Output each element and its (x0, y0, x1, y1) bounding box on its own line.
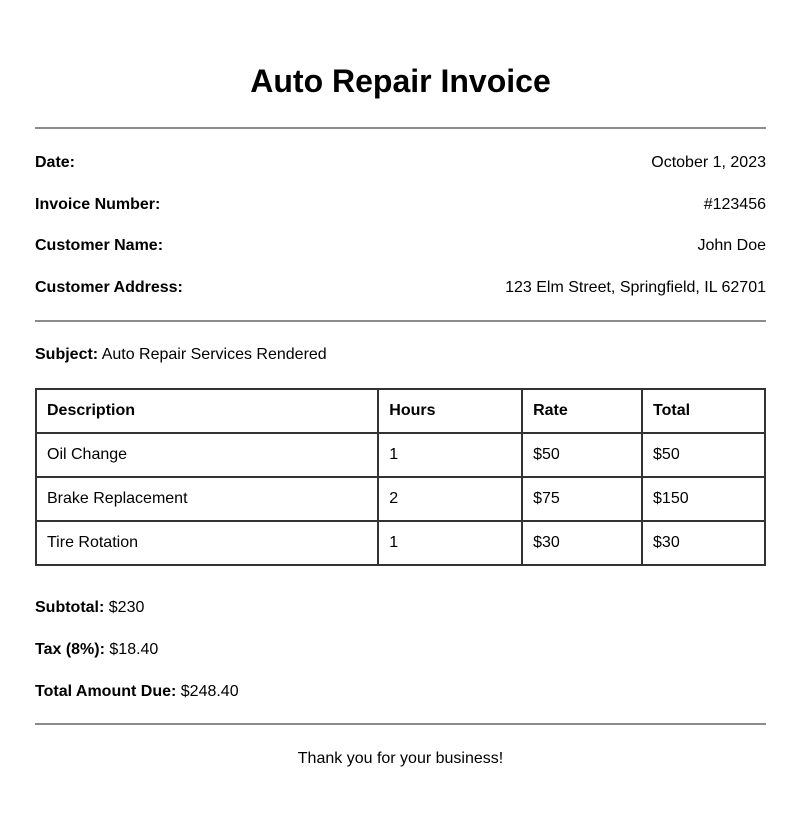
customer-address-label: Customer Address: (35, 279, 183, 296)
table-row (36, 477, 765, 521)
tax-line (35, 640, 158, 660)
table-row (36, 433, 765, 477)
invoice-number-value: #123456 (703, 196, 766, 213)
tax-value: $18.40 (109, 641, 159, 658)
subject-value: Auto Repair Services Rendered (101, 346, 327, 363)
divider-bottom (35, 723, 766, 725)
invoice-title: Auto Repair Invoice (250, 63, 551, 99)
cell-hours: 1 (378, 521, 522, 565)
date-value: October 1, 2023 (651, 154, 766, 171)
services-table (35, 388, 766, 566)
subtotal-line (35, 598, 144, 618)
divider-middle (35, 320, 766, 322)
total-due-line (35, 682, 239, 702)
subject-line (35, 345, 327, 365)
table-row (36, 521, 765, 565)
cell-total: $30 (642, 521, 765, 565)
total-due-value: $248.40 (180, 683, 239, 700)
total-due-label: Total Amount Due: (35, 683, 177, 700)
cell-description: Oil Change (36, 433, 378, 477)
subtotal-value: $230 (108, 599, 145, 616)
subtotal-label: Subtotal: (35, 599, 105, 616)
header-rate: Rate (522, 389, 642, 433)
cell-rate: $50 (522, 433, 642, 477)
cell-total: $150 (642, 477, 765, 521)
customer-name-label: Customer Name: (35, 237, 164, 254)
detail-row-customer-address (35, 278, 766, 298)
detail-row-date (35, 153, 766, 173)
header-total: Total (642, 389, 765, 433)
detail-row-customer-name (35, 236, 766, 256)
invoice-number-label: Invoice Number: (35, 196, 161, 213)
header-description: Description (36, 389, 378, 433)
cell-total: $50 (642, 433, 765, 477)
detail-row-invoice-number (35, 195, 766, 215)
tax-label: Tax (8%): (35, 641, 105, 658)
cell-description: Tire Rotation (36, 521, 378, 565)
cell-description: Brake Replacement (36, 477, 378, 521)
customer-name-value: John Doe (697, 237, 766, 254)
customer-address-value: 123 Elm Street, Springfield, IL 62701 (505, 279, 766, 296)
thank-you-note: Thank you for your business! (297, 750, 504, 767)
divider-top (35, 127, 766, 129)
header-hours: Hours (378, 389, 522, 433)
cell-rate: $30 (522, 521, 642, 565)
cell-hours: 1 (378, 433, 522, 477)
cell-hours: 2 (378, 477, 522, 521)
cell-rate: $75 (522, 477, 642, 521)
subject-label: Subject: (35, 346, 99, 363)
date-label: Date: (35, 154, 76, 171)
table-header-row (36, 389, 765, 433)
